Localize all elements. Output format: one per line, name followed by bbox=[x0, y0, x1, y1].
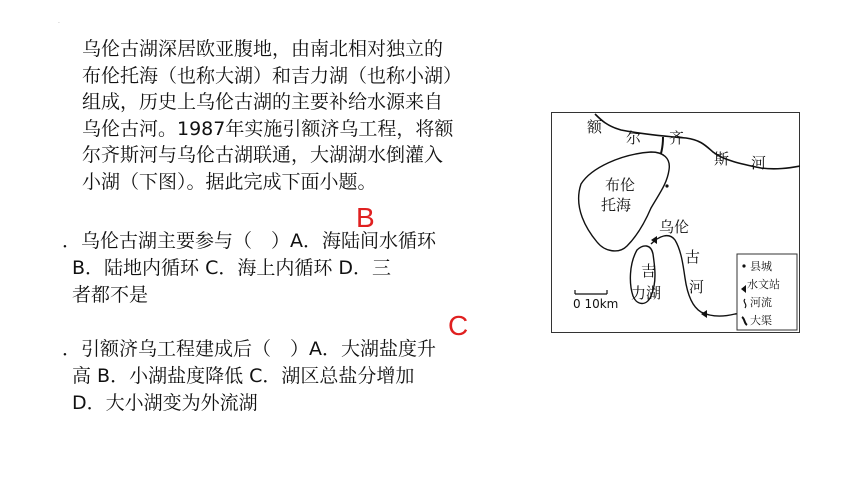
passage-line: 小湖（下图）。据此完成下面小题。 bbox=[82, 170, 377, 193]
question-line: 高 B．小湖盐度降低 C．湖区总盐分增加 bbox=[72, 365, 415, 387]
question-2 bbox=[62, 336, 436, 417]
label-ulungur-1: 乌伦 bbox=[659, 218, 690, 236]
answer-1: B bbox=[356, 202, 375, 233]
county-town-icon bbox=[665, 184, 668, 187]
label-small-lake-2: 力湖 bbox=[631, 284, 662, 302]
passage-line: 布伦托海（也称大湖）和吉力湖（也称小湖） bbox=[82, 64, 463, 87]
lake-map bbox=[551, 112, 800, 333]
question-line: ．引额济乌工程建成后（ ）A．大湖盐度升 bbox=[62, 338, 436, 360]
label-big-lake-1: 布伦 bbox=[605, 176, 636, 194]
question-line: B．陆地内循环 C．海上内循环 D．三 bbox=[72, 257, 392, 279]
label-ulungur-2: 古 bbox=[685, 248, 701, 266]
passage-line: 尔齐斯河与乌伦古湖联通，大湖湖水倒灌入 bbox=[82, 144, 444, 166]
label-e: 额 bbox=[587, 118, 603, 136]
county-town-icon bbox=[742, 264, 745, 267]
question-1 bbox=[62, 228, 436, 309]
label-big-lake-2: 托海 bbox=[601, 196, 632, 214]
question-line: D．大小湖变为外流湖 bbox=[72, 392, 258, 414]
legend-station: 水文站 bbox=[747, 278, 780, 291]
passage bbox=[82, 36, 502, 195]
legend-county: 县城 bbox=[750, 260, 772, 273]
label-small-lake-1: 吉 bbox=[641, 262, 657, 280]
label-qi: 齐 bbox=[669, 129, 685, 147]
label-he: 河 bbox=[751, 154, 767, 172]
question-line: ．乌伦古湖主要参与（ ）A．海陆间水循环 bbox=[62, 230, 436, 252]
passage-line: 乌伦古湖深居欧亚腹地，由南北相对独立的 bbox=[82, 38, 444, 60]
legend-canal: 大渠 bbox=[750, 314, 772, 327]
label-si: 斯 bbox=[714, 150, 730, 168]
passage-line: 组成，历史上乌伦古湖的主要补给水源来自 bbox=[82, 91, 444, 113]
label-ulungur-3: 河 bbox=[689, 278, 705, 296]
question-line: 者都不是 bbox=[72, 284, 149, 306]
label-er: 尔 bbox=[626, 129, 642, 147]
scale-label: 0 10km bbox=[573, 297, 619, 311]
answer-2: C bbox=[448, 310, 469, 341]
slide-marker: · bbox=[58, 20, 60, 27]
legend-river: 河流 bbox=[750, 296, 772, 309]
passage-line: 乌伦古河。1987年实施引额济乌工程，将额 bbox=[82, 117, 454, 140]
